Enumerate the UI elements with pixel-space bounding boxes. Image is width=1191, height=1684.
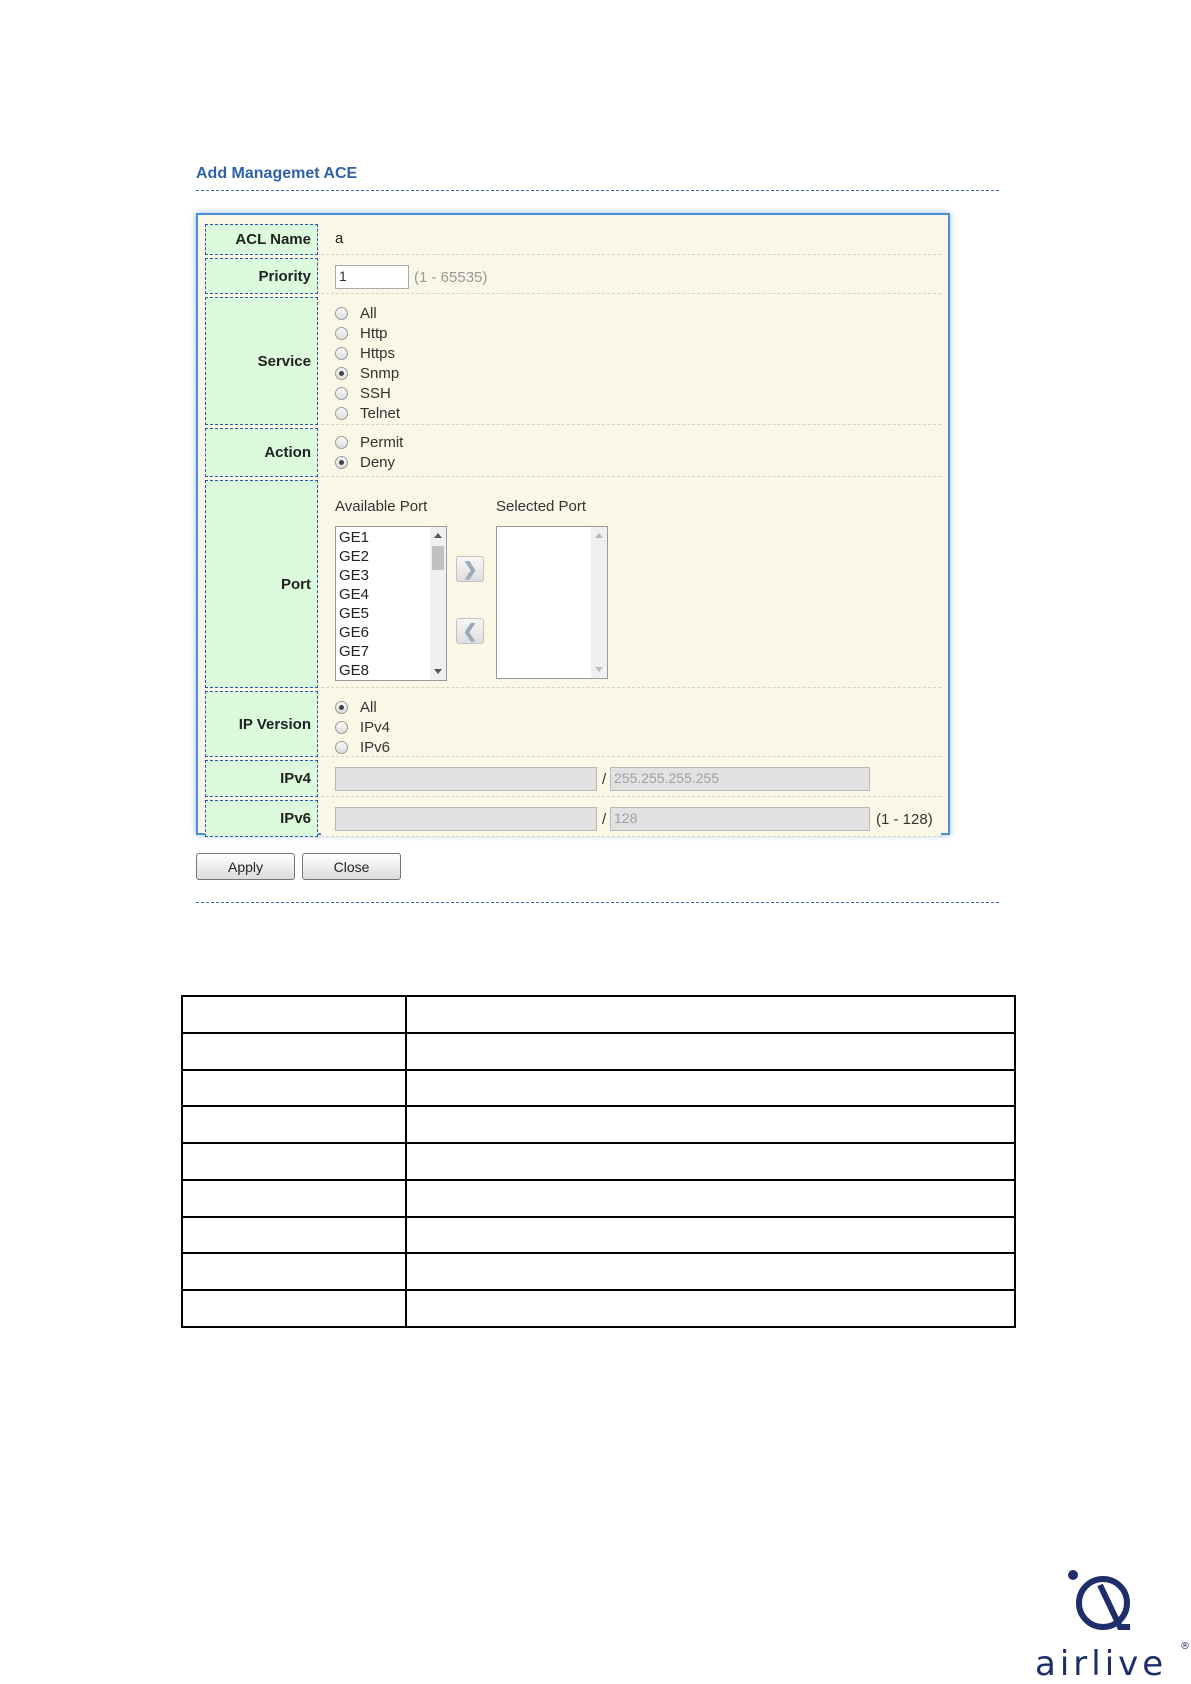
table-row: [182, 1290, 1015, 1327]
acl-name-label: ACL Name: [205, 224, 318, 255]
radio-selected-icon: [335, 701, 348, 714]
port-option[interactable]: GE6: [339, 624, 370, 641]
service-row: [205, 297, 941, 425]
ipv4-address-input[interactable]: [335, 767, 597, 791]
action-row: [205, 428, 941, 477]
logo-wordmark: airlive: [1035, 1644, 1168, 1684]
close-button[interactable]: Close: [302, 853, 401, 880]
apply-button[interactable]: Apply: [196, 853, 295, 880]
dialog-title: Add Managemet ACE: [196, 165, 358, 182]
title-divider: [196, 190, 999, 191]
scroll-up-icon[interactable]: [434, 533, 442, 538]
table-row: [182, 1106, 1015, 1143]
add-port-button[interactable]: [456, 556, 484, 582]
service-option-all[interactable]: All: [335, 305, 377, 322]
service-option-ssh[interactable]: SSH: [335, 385, 391, 402]
logo-dot-icon: [1068, 1570, 1078, 1580]
radio-icon: [335, 741, 348, 754]
radio-selected-icon: [335, 367, 348, 380]
service-option-telnet[interactable]: Telnet: [335, 405, 400, 422]
ip-version-option-all[interactable]: All: [335, 699, 377, 716]
port-option[interactable]: GE2: [339, 548, 370, 565]
priority-label: Priority: [205, 258, 318, 294]
action-label: Action: [205, 428, 318, 477]
radio-icon: [335, 327, 348, 340]
radio-icon: [335, 407, 348, 420]
table-row: [182, 1217, 1015, 1254]
ipv4-row: [205, 760, 941, 797]
selected-port-heading: Selected Port: [496, 498, 587, 515]
remove-port-button[interactable]: [456, 618, 484, 644]
available-port-list[interactable]: [335, 526, 447, 681]
service-option-http[interactable]: Http: [335, 325, 388, 342]
ipv6-address-input[interactable]: [335, 807, 597, 831]
scroll-up-icon[interactable]: [595, 533, 603, 538]
radio-icon: [335, 387, 348, 400]
radio-selected-icon: [335, 456, 348, 469]
port-option[interactable]: GE4: [339, 586, 370, 603]
chevron-right-icon: ❯: [462, 558, 478, 579]
ipv6-separator: /: [602, 811, 607, 828]
airlive-logo: [1030, 1565, 1190, 1684]
ip-version-option-ipv4[interactable]: IPv4: [335, 719, 390, 736]
port-option[interactable]: GE3: [339, 567, 370, 584]
ip-version-label: IP Version: [205, 691, 318, 757]
ipv6-row: [205, 800, 941, 837]
radio-icon: [335, 721, 348, 734]
scroll-down-icon[interactable]: [434, 669, 442, 674]
port-row: [205, 480, 941, 688]
available-port-scrollbar[interactable]: [430, 527, 446, 680]
ipv4-mask-input[interactable]: 255.255.255.255: [610, 767, 870, 791]
ipv4-label: IPv4: [205, 760, 318, 797]
table-row: [182, 996, 1015, 1033]
priority-input[interactable]: 1: [335, 265, 409, 289]
logo-registered-mark: ®: [1180, 1641, 1190, 1652]
ipv6-prefix-input[interactable]: 128: [610, 807, 870, 831]
port-option[interactable]: GE8: [339, 662, 370, 679]
port-option[interactable]: GE5: [339, 605, 370, 622]
service-label: Service: [205, 297, 318, 425]
radio-icon: [335, 436, 348, 449]
table-row: [182, 1070, 1015, 1107]
port-label: Port: [205, 480, 318, 688]
radio-icon: [335, 307, 348, 320]
chevron-left-icon: ❮: [462, 620, 478, 641]
service-option-snmp[interactable]: Snmp: [335, 365, 399, 382]
scroll-thumb[interactable]: [432, 546, 444, 570]
ipv6-range-hint: (1 - 128): [876, 811, 933, 828]
service-option-https[interactable]: Https: [335, 345, 395, 362]
available-port-heading: Available Port: [335, 498, 428, 515]
ip-version-option-ipv6[interactable]: IPv6: [335, 739, 390, 756]
port-option[interactable]: GE7: [339, 643, 370, 660]
port-option[interactable]: GE1: [339, 529, 370, 546]
ipv6-label: IPv6: [205, 800, 318, 837]
bottom-divider: [196, 902, 999, 903]
action-option-permit[interactable]: Permit: [335, 434, 403, 451]
table-row: [182, 1033, 1015, 1070]
ip-version-row: [205, 691, 941, 757]
selected-port-list[interactable]: [496, 526, 608, 679]
ipv4-separator: /: [602, 771, 607, 788]
acl-name-row: [205, 224, 941, 255]
priority-range-hint: (1 - 65535): [414, 269, 488, 286]
ace-form-panel: [196, 213, 950, 835]
acl-name-value: a: [335, 230, 344, 247]
scroll-down-icon[interactable]: [595, 667, 603, 672]
radio-icon: [335, 347, 348, 360]
table-row: [182, 1253, 1015, 1290]
description-table: [181, 995, 1016, 1328]
priority-row: [205, 258, 941, 294]
action-option-deny[interactable]: Deny: [335, 454, 395, 471]
selected-port-scrollbar[interactable]: [591, 527, 607, 678]
table-row: [182, 1143, 1015, 1180]
table-row: [182, 1180, 1015, 1217]
